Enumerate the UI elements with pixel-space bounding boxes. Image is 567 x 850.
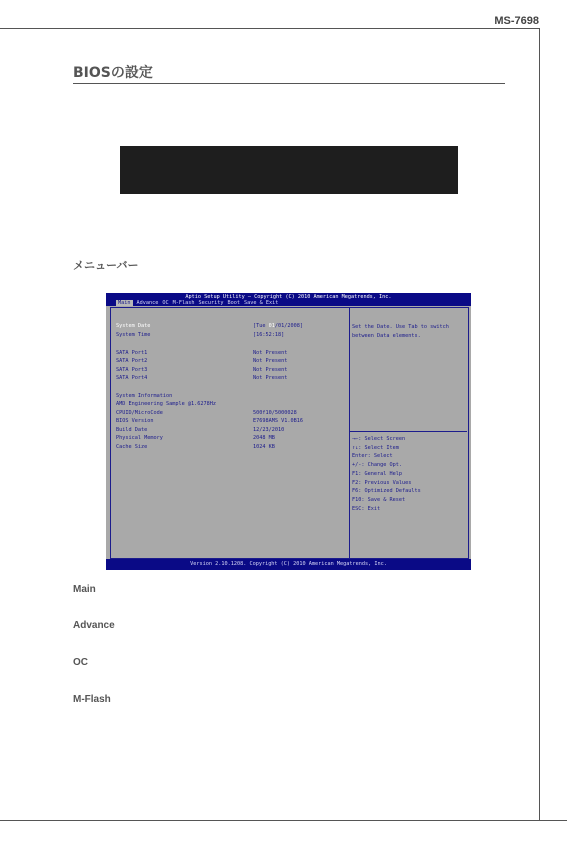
- bios-value: 2048 MB: [253, 435, 275, 441]
- bios-label: System Time: [116, 332, 151, 338]
- bios-tab-oc: OC: [162, 300, 169, 306]
- menu-item-advance: Advance: [73, 620, 115, 631]
- bios-label: Build Date: [116, 427, 148, 433]
- bios-title: Aptio Setup Utility – Copyright (C) 2010 American Megatrends, Inc.: [185, 294, 392, 300]
- bios-date-month: 01: [268, 323, 275, 329]
- section-heading: メニューバー: [73, 259, 139, 272]
- bios-help-divider: [349, 431, 467, 432]
- footer-rule: [0, 820, 567, 821]
- bios-label: CPUID/MicroCode: [116, 410, 163, 416]
- bios-frame: [110, 307, 469, 559]
- page-title: BIOSの設定: [73, 65, 153, 81]
- bios-header: [106, 293, 471, 306]
- bios-label: SATA Port4: [116, 375, 148, 381]
- bios-label: SATA Port1: [116, 350, 148, 356]
- title-underline: [73, 83, 505, 84]
- header-rule: [0, 28, 539, 29]
- bios-tab-main: Main: [118, 300, 131, 306]
- bios-value: 1024 KB: [253, 444, 275, 450]
- bios-label: Cache Size: [116, 444, 148, 450]
- bios-value: Not Present: [253, 358, 288, 364]
- bios-key-item: F6: Optimized Defaults: [352, 488, 421, 495]
- bios-value: Not Present: [253, 375, 288, 381]
- bios-label: SATA Port3: [116, 367, 148, 373]
- bios-key-item: F10: Save & Reset: [352, 496, 406, 503]
- redacted-image-block: [120, 146, 458, 194]
- bios-value: 500f10/5000028: [253, 410, 297, 416]
- bios-footer: Version 2.10.1208. Copyright (C) 2010 American Megatrends, Inc.: [106, 559, 471, 570]
- bios-tab-save-exit: Save & Exit: [244, 300, 279, 306]
- margin-rule: [539, 28, 540, 820]
- bios-value: Not Present: [253, 350, 288, 356]
- bios-tab-boot: Boot: [227, 300, 240, 306]
- bios-label: Physical Memory: [116, 435, 163, 441]
- bios-key-item: F1: General Help: [352, 470, 402, 477]
- bios-help-text: Set the Date. Use Tab to switch between Data elements.: [352, 324, 452, 339]
- bios-value: [16:52:18]: [253, 332, 285, 338]
- bios-key-item: ESC: Exit: [352, 505, 381, 512]
- bios-tab-advance: Advance: [136, 300, 159, 306]
- menu-item-oc: OC: [73, 657, 88, 668]
- menu-item-mflash: M-Flash: [73, 694, 111, 705]
- bios-value: Not Present: [253, 367, 288, 373]
- bios-key-item: ↑↓: Select Item: [352, 444, 399, 451]
- bios-value: 12/23/2010: [253, 427, 285, 433]
- bios-tab-mflash: M-Flash: [172, 300, 195, 306]
- bios-label: System Date: [116, 323, 151, 329]
- bios-column-divider: [349, 307, 350, 559]
- bios-label: SATA Port2: [116, 358, 148, 364]
- menu-item-main: Main: [73, 584, 96, 595]
- bios-key-legend: [352, 435, 421, 513]
- bios-label: BIOS Version: [116, 418, 154, 424]
- bios-key-item: +/-: Change Opt.: [352, 462, 402, 469]
- bios-tab-bar: [116, 300, 278, 306]
- bios-key-item: Enter: Select: [352, 453, 393, 460]
- bios-tab-security: Security: [198, 300, 224, 306]
- bios-value: E7698AMS V1.0B16: [253, 418, 303, 424]
- bios-screenshot: Aptio Setup Utility – Copyright (C) 2010 American Megatrends, Inc. Main Advance OC M-Flash Security Boot Save & Exit System Date [Tue 01/01/2008] System Time [16:52:18] SATA Port1 Not Present SATA Port2 Not Present SATA Port3 Not Present SATA Port4 Not Present System Information AMD Engineering Sample @1.6278Hz CPUID/MicroCode 500f10/5000028 BIOS Version E7698AMS V1.0B16 Build Date 12/23/2010 Physical Memory 2048 MB Cache Size 1024 KB Set the Date. Use Tab to switch between Data elements. →←: Select Screen ↑↓: Select Item Enter: Select +/-: Change Opt. F1: General Help F2: Previous Values F6: Optimized Defaults F10: Save & Reset ESC: Exit Version 2.10.1208. Copyright (C) 2010 American Megatrends, Inc.: [106, 293, 471, 570]
- bios-key-item: →←: Select Screen: [352, 436, 406, 442]
- bios-key-item: F2: Previous Values: [352, 479, 412, 486]
- bios-value: [Tue 01/01/2008]: [253, 323, 303, 329]
- model-number: MS-7698: [494, 15, 539, 27]
